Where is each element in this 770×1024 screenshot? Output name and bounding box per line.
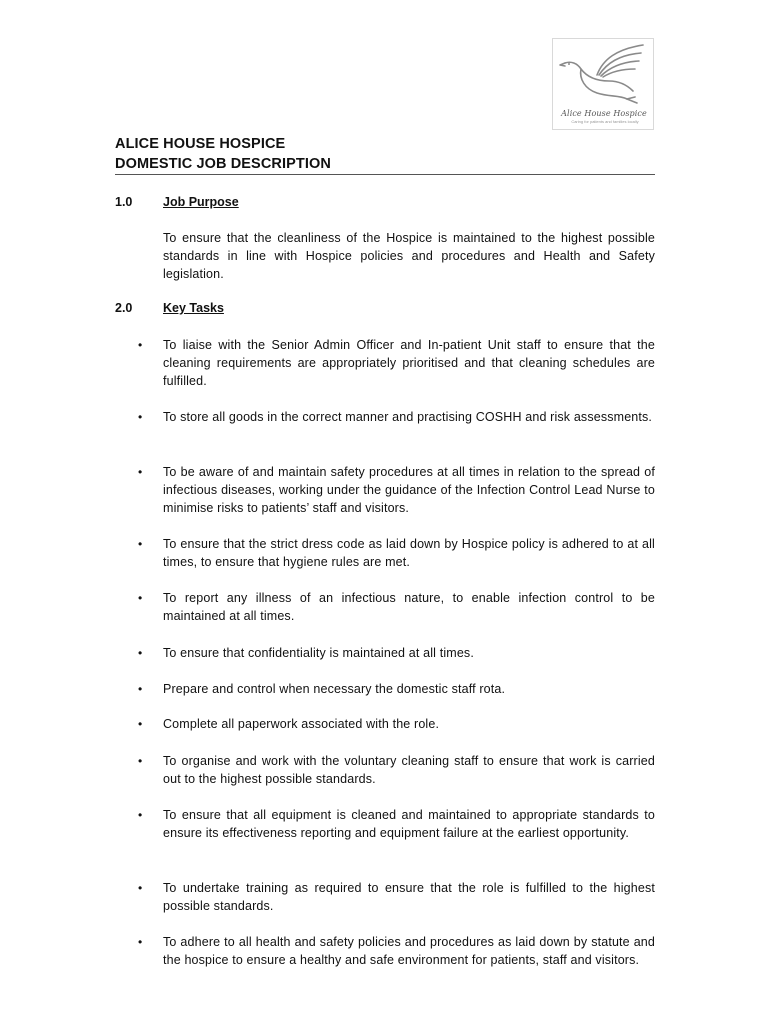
bullet-icon: • xyxy=(138,682,143,696)
section-heading-job-purpose: Job Purpose xyxy=(163,195,239,209)
hospice-logo xyxy=(552,38,654,130)
task-text: To adhere to all health and safety policies and procedures as laid down by statute and the hospice to ensure a healthy and safe environment for patients, staff and visitors. xyxy=(163,935,655,967)
task-text: To ensure that all equipment is cleaned and maintained to appropriate standards to ensure its effectiveness reporting and equipment failure at the earliest opportunity. xyxy=(163,808,655,840)
bullet-icon: • xyxy=(138,465,143,479)
document-title-org: ALICE HOUSE HOSPICE xyxy=(115,136,286,152)
task-text: To report any illness of an infectious nature, to enable infection control to be maintained at all times. xyxy=(163,591,655,623)
bullet-icon: • xyxy=(138,935,143,949)
section-number: 1.0 xyxy=(115,195,133,209)
document-header xyxy=(115,134,655,174)
logo-tagline: Caring for patients and families locally xyxy=(571,119,639,124)
task-text: To organise and work with the voluntary cleaning staff to ensure that work is carried out to the highest possible standards. xyxy=(163,754,655,786)
section-number: 2.0 xyxy=(115,301,133,315)
task-text: To be aware of and maintain safety procedures at all times in relation to the spread of infectious diseases, working under the guidance of the Infection Control Lead Nurse to minimise risks to patients’ staff and visitors. xyxy=(163,465,655,515)
bullet-icon: • xyxy=(138,717,143,731)
bullet-icon: • xyxy=(138,591,143,605)
task-text: To liaise with the Senior Admin Officer and In-patient Unit staff to ensure that the cleaning requirements are appropriately prioritised and that cleaning schedules are fulfilled. xyxy=(163,338,655,388)
bullet-icon: • xyxy=(138,537,143,551)
logo-name: Alice House Hospice xyxy=(561,109,647,118)
task-text: To ensure that confidentiality is maintained at all times. xyxy=(163,646,474,660)
task-text: To undertake training as required to ensure that the role is fulfilled to the highest possible standards. xyxy=(163,881,655,913)
bullet-icon: • xyxy=(138,754,143,768)
bullet-icon: • xyxy=(138,646,143,660)
task-text: To store all goods in the correct manner and practising COSHH and risk assessments. xyxy=(163,410,653,424)
document-title-role: DOMESTIC JOB DESCRIPTION xyxy=(115,156,331,172)
section-heading-key-tasks: Key Tasks xyxy=(163,301,224,315)
bullet-icon: • xyxy=(138,410,143,424)
bullet-icon: • xyxy=(138,808,143,822)
header-divider xyxy=(115,174,655,175)
bullet-icon: • xyxy=(138,881,143,895)
dove-icon xyxy=(557,41,649,107)
task-text: Prepare and control when necessary the domestic staff rota. xyxy=(163,682,506,696)
bullet-icon: • xyxy=(138,338,143,352)
task-text: Complete all paperwork associated with the role. xyxy=(163,717,440,731)
job-purpose-paragraph: To ensure that the cleanliness of the Hospice is maintained to the highest possible standards in line with Hospice policies and procedures and Health and Safety legislation. xyxy=(163,231,655,281)
task-text: To ensure that the strict dress code as laid down by Hospice policy is adhered to at all times, to ensure that hygiene rules are met. xyxy=(163,537,655,569)
